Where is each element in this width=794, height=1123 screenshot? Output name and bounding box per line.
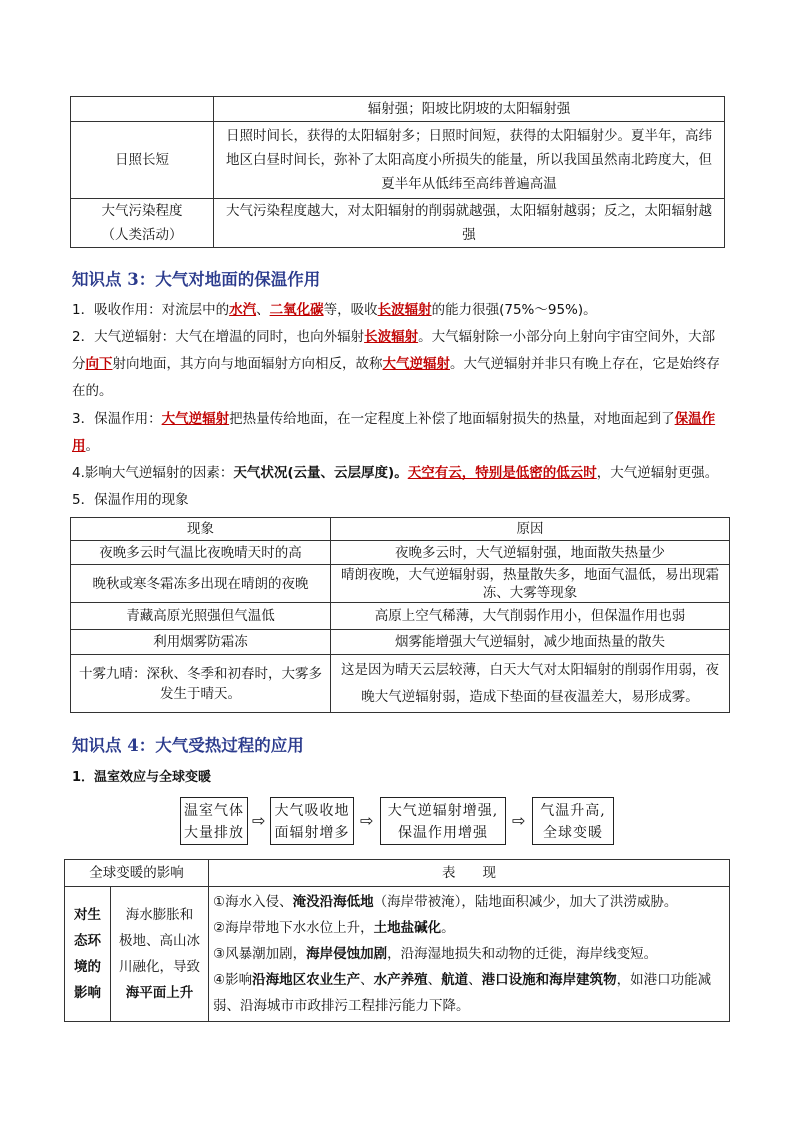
- table-cell: 海水膨胀和 极地、高山冰 川融化，导致 海平面上升: [111, 887, 209, 1022]
- flow-box: 温室气体 大量排放: [180, 797, 248, 845]
- table-cell: 青藏高原光照强但气温低: [71, 603, 331, 630]
- flow-box: 大气逆辐射增强, 保温作用增强: [380, 797, 506, 845]
- table-cell: 晚秋或寒冬霜冻多出现在晴朗的夜晚: [71, 565, 331, 603]
- table-cell: 利用烟雾防霜冻: [71, 630, 331, 655]
- table-cell: 夜晚多云时，大气逆辐射强，地面散失热量少: [331, 541, 730, 565]
- global-warming-table: [64, 859, 730, 1022]
- table-row: [71, 565, 730, 603]
- column-header: 原因: [331, 518, 730, 541]
- table-cell: 十雾九晴：深秋、冬季和初春时，大雾多发生于晴天。: [71, 655, 331, 713]
- flowchart: [180, 797, 640, 853]
- table-row: [71, 541, 730, 565]
- table-cell: 高原上空气稀薄，大气削弱作用小，但保温作用也弱: [331, 603, 730, 630]
- table-cell: 夜晚多云时气温比夜晚晴天时的高: [71, 541, 331, 565]
- table-cell: [71, 199, 214, 248]
- table-row: [71, 655, 730, 713]
- paragraph: 1．吸收作用：对流层中的水汽、二氧化碳等，吸收长波辐射的能力很强(75%～95%)。: [72, 302, 597, 318]
- table-row: [71, 603, 730, 630]
- table-cell: 这是因为晴天云层较薄，白天大气对太阳辐射的削弱作用弱，夜晚大气逆辐射弱，造成下垫面的昼夜温差大，易形成雾。: [331, 655, 730, 713]
- table-row: [71, 199, 725, 248]
- table-cell: 对生 态环 境的 影响: [65, 887, 111, 1022]
- table-cell: 烟雾能增强大气逆辐射，减少地面热量的散失: [331, 630, 730, 655]
- column-header: 全球变暖的影响: [65, 860, 209, 887]
- paragraph: 2．大气逆辐射：大气在增温的同时，也向外辐射长波辐射。大气辐射除一小部分向上射向宇宙空间外，大部分向下射向地面，其方向与地面辐射方向相反，故称大气逆辐射。大气逆辐射并非只有晚上存在，它是始终存在的。: [72, 329, 720, 399]
- table-row: [65, 887, 730, 1022]
- table-cell: 辐射强；阳坡比阴坡的太阳辐射强: [214, 97, 725, 122]
- cell-line: 大气污染程度: [101, 203, 183, 219]
- section-heading: 知识点 4：大气受热过程的应用: [72, 736, 304, 755]
- table-cell: [71, 97, 214, 122]
- radiation-factors-table: [70, 96, 725, 248]
- flow-box: 气温升高, 全球变暖: [532, 797, 614, 845]
- table-cell: 大气污染程度越大，对太阳辐射的削弱就越强，太阳辐射越弱；反之，太阳辐射越强: [214, 199, 725, 248]
- table-cell: 日照长短: [71, 122, 214, 199]
- arrow-right-icon: ⇨: [512, 811, 526, 830]
- table-row: [71, 97, 725, 122]
- table-row: [71, 122, 725, 199]
- table-header-row: [65, 860, 730, 887]
- list-item: ②海岸带地下水水位上升，土地盐碱化。: [213, 920, 455, 936]
- table-cell: 日照时间长，获得的太阳辐射多；日照时间短，获得的太阳辐射少。夏半年，高纬地区白昼时间长，弥补了太阳高度小所损失的能量，所以我国虽然南北跨度大，但夏半年从低纬至高纬普遍高温: [214, 122, 725, 199]
- arrow-right-icon: ⇨: [360, 811, 374, 830]
- column-header: 表 现: [209, 860, 730, 887]
- paragraph: 4.影响大气逆辐射的因素：天气状况(云量、云层厚度)。天空有云，特别是低密的低云时，大气逆辐射更强。: [72, 465, 719, 481]
- column-header: 现象: [71, 518, 331, 541]
- section-heading: 知识点 3：大气对地面的保温作用: [72, 270, 321, 289]
- list-item: ①海水入侵、淹没沿海低地（海岸带被淹），陆地面积减少，加大了洪涝威胁。: [213, 894, 678, 910]
- table-cell: [209, 887, 730, 1022]
- phenomena-table: [70, 517, 730, 713]
- list-item: ③风暴潮加剧，海岸侵蚀加剧，沿海湿地损失和动物的迁徙，海岸线变短。: [213, 946, 658, 962]
- arrow-right-icon: ⇨: [252, 811, 266, 830]
- paragraph: 5．保温作用的现象: [72, 492, 189, 508]
- flow-box: 大气吸收地 面辐射增多: [270, 797, 354, 845]
- table-cell: 晴朗夜晚，大气逆辐射弱，热量散失多，地面气温低，易出现霜冻、大雾等现象: [331, 565, 730, 603]
- table-row: [71, 630, 730, 655]
- paragraph: 3．保温作用：大气逆辐射把热量传给地面，在一定程度上补偿了地面辐射损失的热量，对地面起到了保温作用。: [72, 411, 716, 454]
- subheading: 1．温室效应与全球变暖: [72, 770, 212, 785]
- table-header-row: [71, 518, 730, 541]
- list-item: ④影响沿海地区农业生产、水产养殖、航道、港口设施和海岸建筑物，如港口功能减弱、沿海城市市政排污工程排污能力下降。: [213, 972, 712, 1014]
- cell-line: （人类活动）: [101, 227, 183, 243]
